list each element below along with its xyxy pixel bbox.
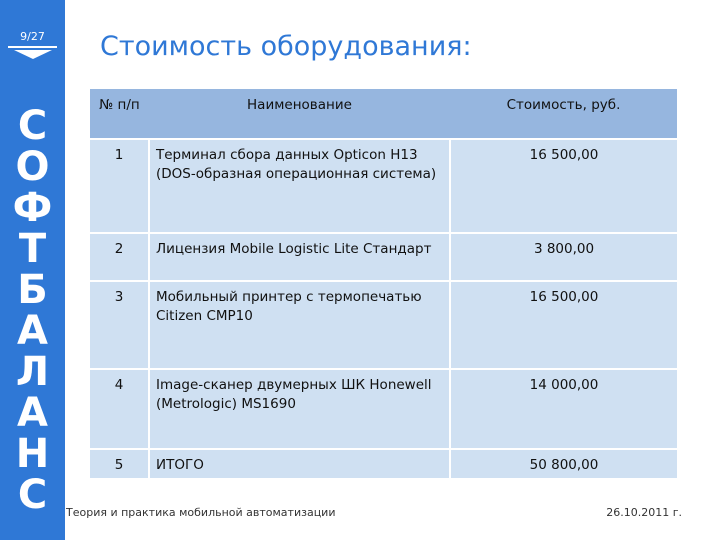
row-name: Терминал сбора данных Opticon H13 (DOS-образная операционная система) (149, 139, 450, 233)
column-header-name: Наименование (149, 89, 450, 139)
row-number: 5 (90, 449, 149, 479)
table-row (90, 369, 677, 449)
next-page-arrow-icon[interactable] (14, 50, 52, 59)
logo-letter: А (17, 308, 48, 354)
equipment-cost-table (90, 89, 677, 480)
column-header-number: № п/п (90, 89, 149, 139)
table-row (90, 139, 677, 233)
logo-letter: Н (15, 431, 50, 477)
page-number: 9/27 (20, 30, 45, 43)
table-row (90, 281, 677, 369)
row-number: 3 (90, 281, 149, 369)
sidebar (0, 0, 65, 540)
logo-letter: Л (15, 349, 50, 395)
table-total-row (90, 449, 677, 479)
row-name: ИТОГО (149, 449, 450, 479)
row-name: Мобильный принтер с термопечатью Citizen CMP10 (149, 281, 450, 369)
row-name: Image-сканер двумерных ШК Honewell (Metrologic) MS1690 (149, 369, 450, 449)
row-cost: 14 000,00 (450, 369, 677, 449)
page-divider (8, 46, 57, 48)
slide-title: Стоимость оборудования: (100, 31, 472, 62)
company-logo (0, 103, 65, 518)
footer-date: 26.10.2011 г. (606, 506, 682, 519)
logo-letter: Т (18, 226, 47, 272)
column-header-cost: Стоимость, руб. (450, 89, 677, 139)
logo-letter: С (17, 472, 48, 518)
table-header-row (90, 89, 677, 139)
row-cost: 16 500,00 (450, 281, 677, 369)
table-row (90, 233, 677, 281)
row-number: 2 (90, 233, 149, 281)
row-number: 4 (90, 369, 149, 449)
row-number: 1 (90, 139, 149, 233)
logo-letter: О (15, 144, 50, 190)
logo-letter: Ф (12, 185, 53, 231)
footer-course-title: Теория и практика мобильной автоматизации (66, 506, 336, 519)
logo-letter: С (17, 103, 48, 149)
logo-letter: А (17, 390, 48, 436)
row-cost: 16 500,00 (450, 139, 677, 233)
row-name: Лицензия Mobile Logistic Lite Стандарт (149, 233, 450, 281)
row-cost: 50 800,00 (450, 449, 677, 479)
logo-letter: Б (17, 267, 48, 313)
row-cost: 3 800,00 (450, 233, 677, 281)
